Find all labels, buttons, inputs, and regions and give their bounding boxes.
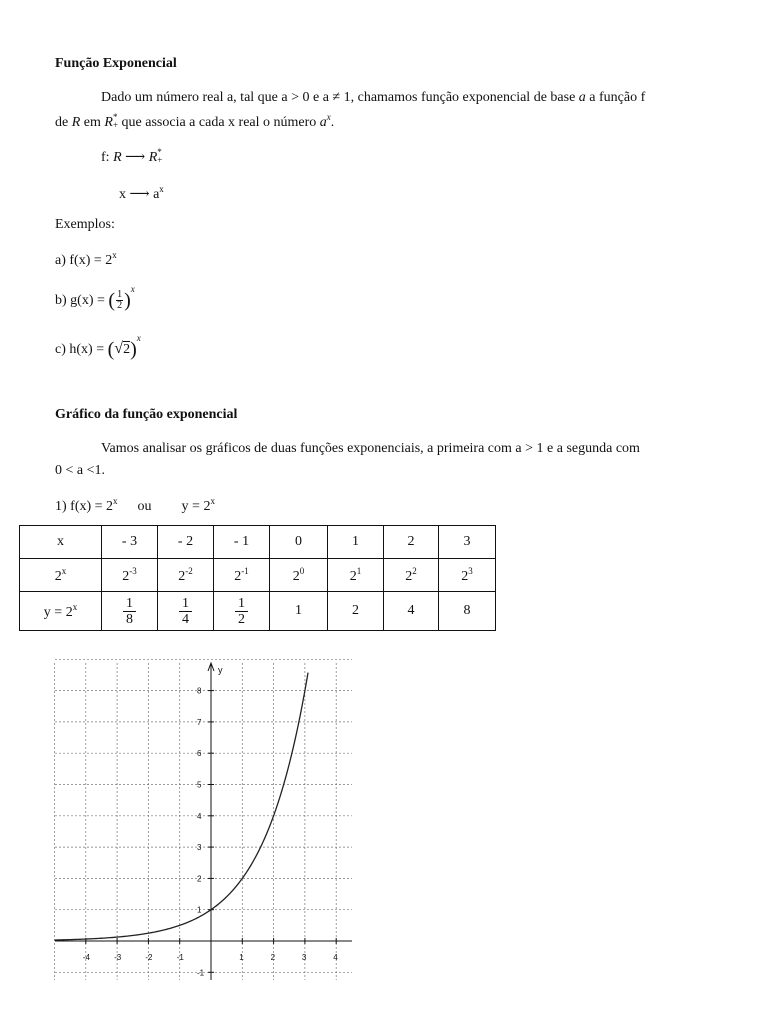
base-variable: a <box>578 90 586 105</box>
table-cell: $2^2$ <box>384 559 439 592</box>
example-b-fraction: $\frac{1}{2}$ <box>117 289 123 312</box>
table-row <box>20 526 496 559</box>
graph-para-line-1: Vamos analisar os gráficos de duas funções exponenciais, a primeira com a > 1 e a segunda com <box>101 441 640 456</box>
table-cell: $\frac{1}{4}$ <box>158 592 214 631</box>
example-a-text: a) f(x) = 2 <box>55 253 113 268</box>
graph-section-title: Gráfico da função exponencial <box>55 407 238 422</box>
y-tick-label: 2 <box>197 874 202 884</box>
y-tick-label: 8 <box>197 686 202 696</box>
values-table <box>19 525 496 631</box>
chart-grid <box>55 659 353 980</box>
table-cell: 0 <box>270 526 328 559</box>
x-tick-label: 3 <box>301 953 307 962</box>
table-cell: $2^{-2}$ <box>158 559 214 592</box>
examples-heading: Exemplos: <box>55 217 115 232</box>
table-cell: 2 <box>328 592 384 631</box>
set-R-plus: R <box>104 115 113 130</box>
example-b-exponent: x <box>130 284 135 294</box>
example-c-text: c) h(x) = <box>55 342 108 357</box>
function-item-text: 1) f(x) = 2 <box>55 499 114 514</box>
table-cell: $2^{-1}$ <box>214 559 270 592</box>
intro-text: Dado um número real a, tal que a > 0 e a ≠ 1, chamamos função exponencial de base <box>101 90 579 105</box>
chart-axes <box>55 663 352 980</box>
example-c-radicand: 2 <box>123 342 131 357</box>
sqrt-icon: √ <box>114 340 124 357</box>
intro-em: em <box>80 115 105 130</box>
y-tick-label: -1 <box>197 968 205 978</box>
mapping-exponent: x <box>159 184 164 194</box>
table-cell: $2^0$ <box>270 559 328 592</box>
x-tick-label: 2 <box>270 953 276 962</box>
table-cell: $\frac{1}{8}$ <box>102 592 158 631</box>
x-tick-label: -3 <box>114 953 122 962</box>
table-cell: 1 <box>328 526 384 559</box>
table-cell: $2^3$ <box>439 559 496 592</box>
example-b-text: b) g(x) = <box>55 293 109 308</box>
intro-de: de <box>55 115 72 130</box>
y-tick-label: 6 <box>197 749 202 759</box>
function-item-exponent: x <box>113 496 118 506</box>
table-cell: 8 <box>439 592 496 631</box>
table-cell: x <box>20 526 102 559</box>
table-cell: $\frac{1}{2}$ <box>214 592 270 631</box>
x-tick-label: -1 <box>176 953 184 962</box>
mapping-line-1: f: R ⟶ R * + <box>101 147 163 165</box>
intro-line-1 <box>101 90 645 106</box>
x-tick-label: 4 <box>333 953 338 962</box>
arrow-icon: ⟶ <box>121 150 149 165</box>
y-axis-label: y <box>218 665 223 675</box>
set-R: R <box>71 115 81 130</box>
mapping-f: f: <box>101 150 114 165</box>
intro-text-end: a função f <box>585 90 646 105</box>
mapping-R: R <box>113 150 122 165</box>
mapping-R-plus: R <box>148 150 158 165</box>
x-tick-label: 1 <box>239 953 244 962</box>
example-a-exponent: x <box>112 250 117 260</box>
table-row <box>20 559 496 592</box>
table-cell: $2^{-3}$ <box>102 559 158 592</box>
table-cell: 4 <box>384 592 439 631</box>
function-item <box>55 496 215 515</box>
table-cell: $2^1$ <box>328 559 384 592</box>
function-item-y-exponent: x <box>210 496 215 506</box>
y-tick-label: 3 <box>197 843 202 853</box>
graph-para-line-2: 0 < a <1. <box>55 463 106 478</box>
intro-line-2: de R em R * + que associa a cada x real o número $a^x$. <box>55 112 335 130</box>
y-tick-label: 5 <box>197 780 202 790</box>
ax-exponent: x <box>326 112 331 122</box>
mapping-x-to-a: x ⟶ a <box>119 187 160 202</box>
table-cell: 3 <box>439 526 496 559</box>
curve-series <box>55 673 309 940</box>
table-cell: 2 <box>384 526 439 559</box>
mapping-line-2 <box>119 184 164 203</box>
table-cell: - 2 <box>158 526 214 559</box>
y-tick-label: 7 <box>197 717 202 727</box>
function-item-y: y = 2 <box>181 499 211 514</box>
page-title: Função Exponencial <box>55 56 177 71</box>
y-tick-label: 4 <box>197 811 202 821</box>
table-cell: - 3 <box>102 526 158 559</box>
example-c-exponent: x <box>136 333 141 343</box>
x-tick-label: -2 <box>145 953 153 962</box>
table-cell: $y = 2^x$ <box>20 592 102 631</box>
table-cell: - 1 <box>214 526 270 559</box>
example-c: c) $h(x) = (√2)^x$ <box>55 333 141 361</box>
y-tick-label: 1 <box>197 905 202 915</box>
table-row <box>20 592 496 631</box>
table-cell: 1 <box>270 592 328 631</box>
example-a <box>55 250 117 269</box>
ax-base: a <box>319 115 327 130</box>
x-tick-label: -4 <box>82 953 90 962</box>
example-b: b) g(x) = ( $\frac{1}{2}$ )$^x$ <box>55 284 135 312</box>
table-cell: 2$^x$ <box>20 559 102 592</box>
exponential-chart <box>50 655 360 985</box>
function-item-ou: ou <box>137 499 152 514</box>
intro-period: . <box>330 115 335 130</box>
intro-tail: que associa a cada x real o número <box>118 115 320 130</box>
